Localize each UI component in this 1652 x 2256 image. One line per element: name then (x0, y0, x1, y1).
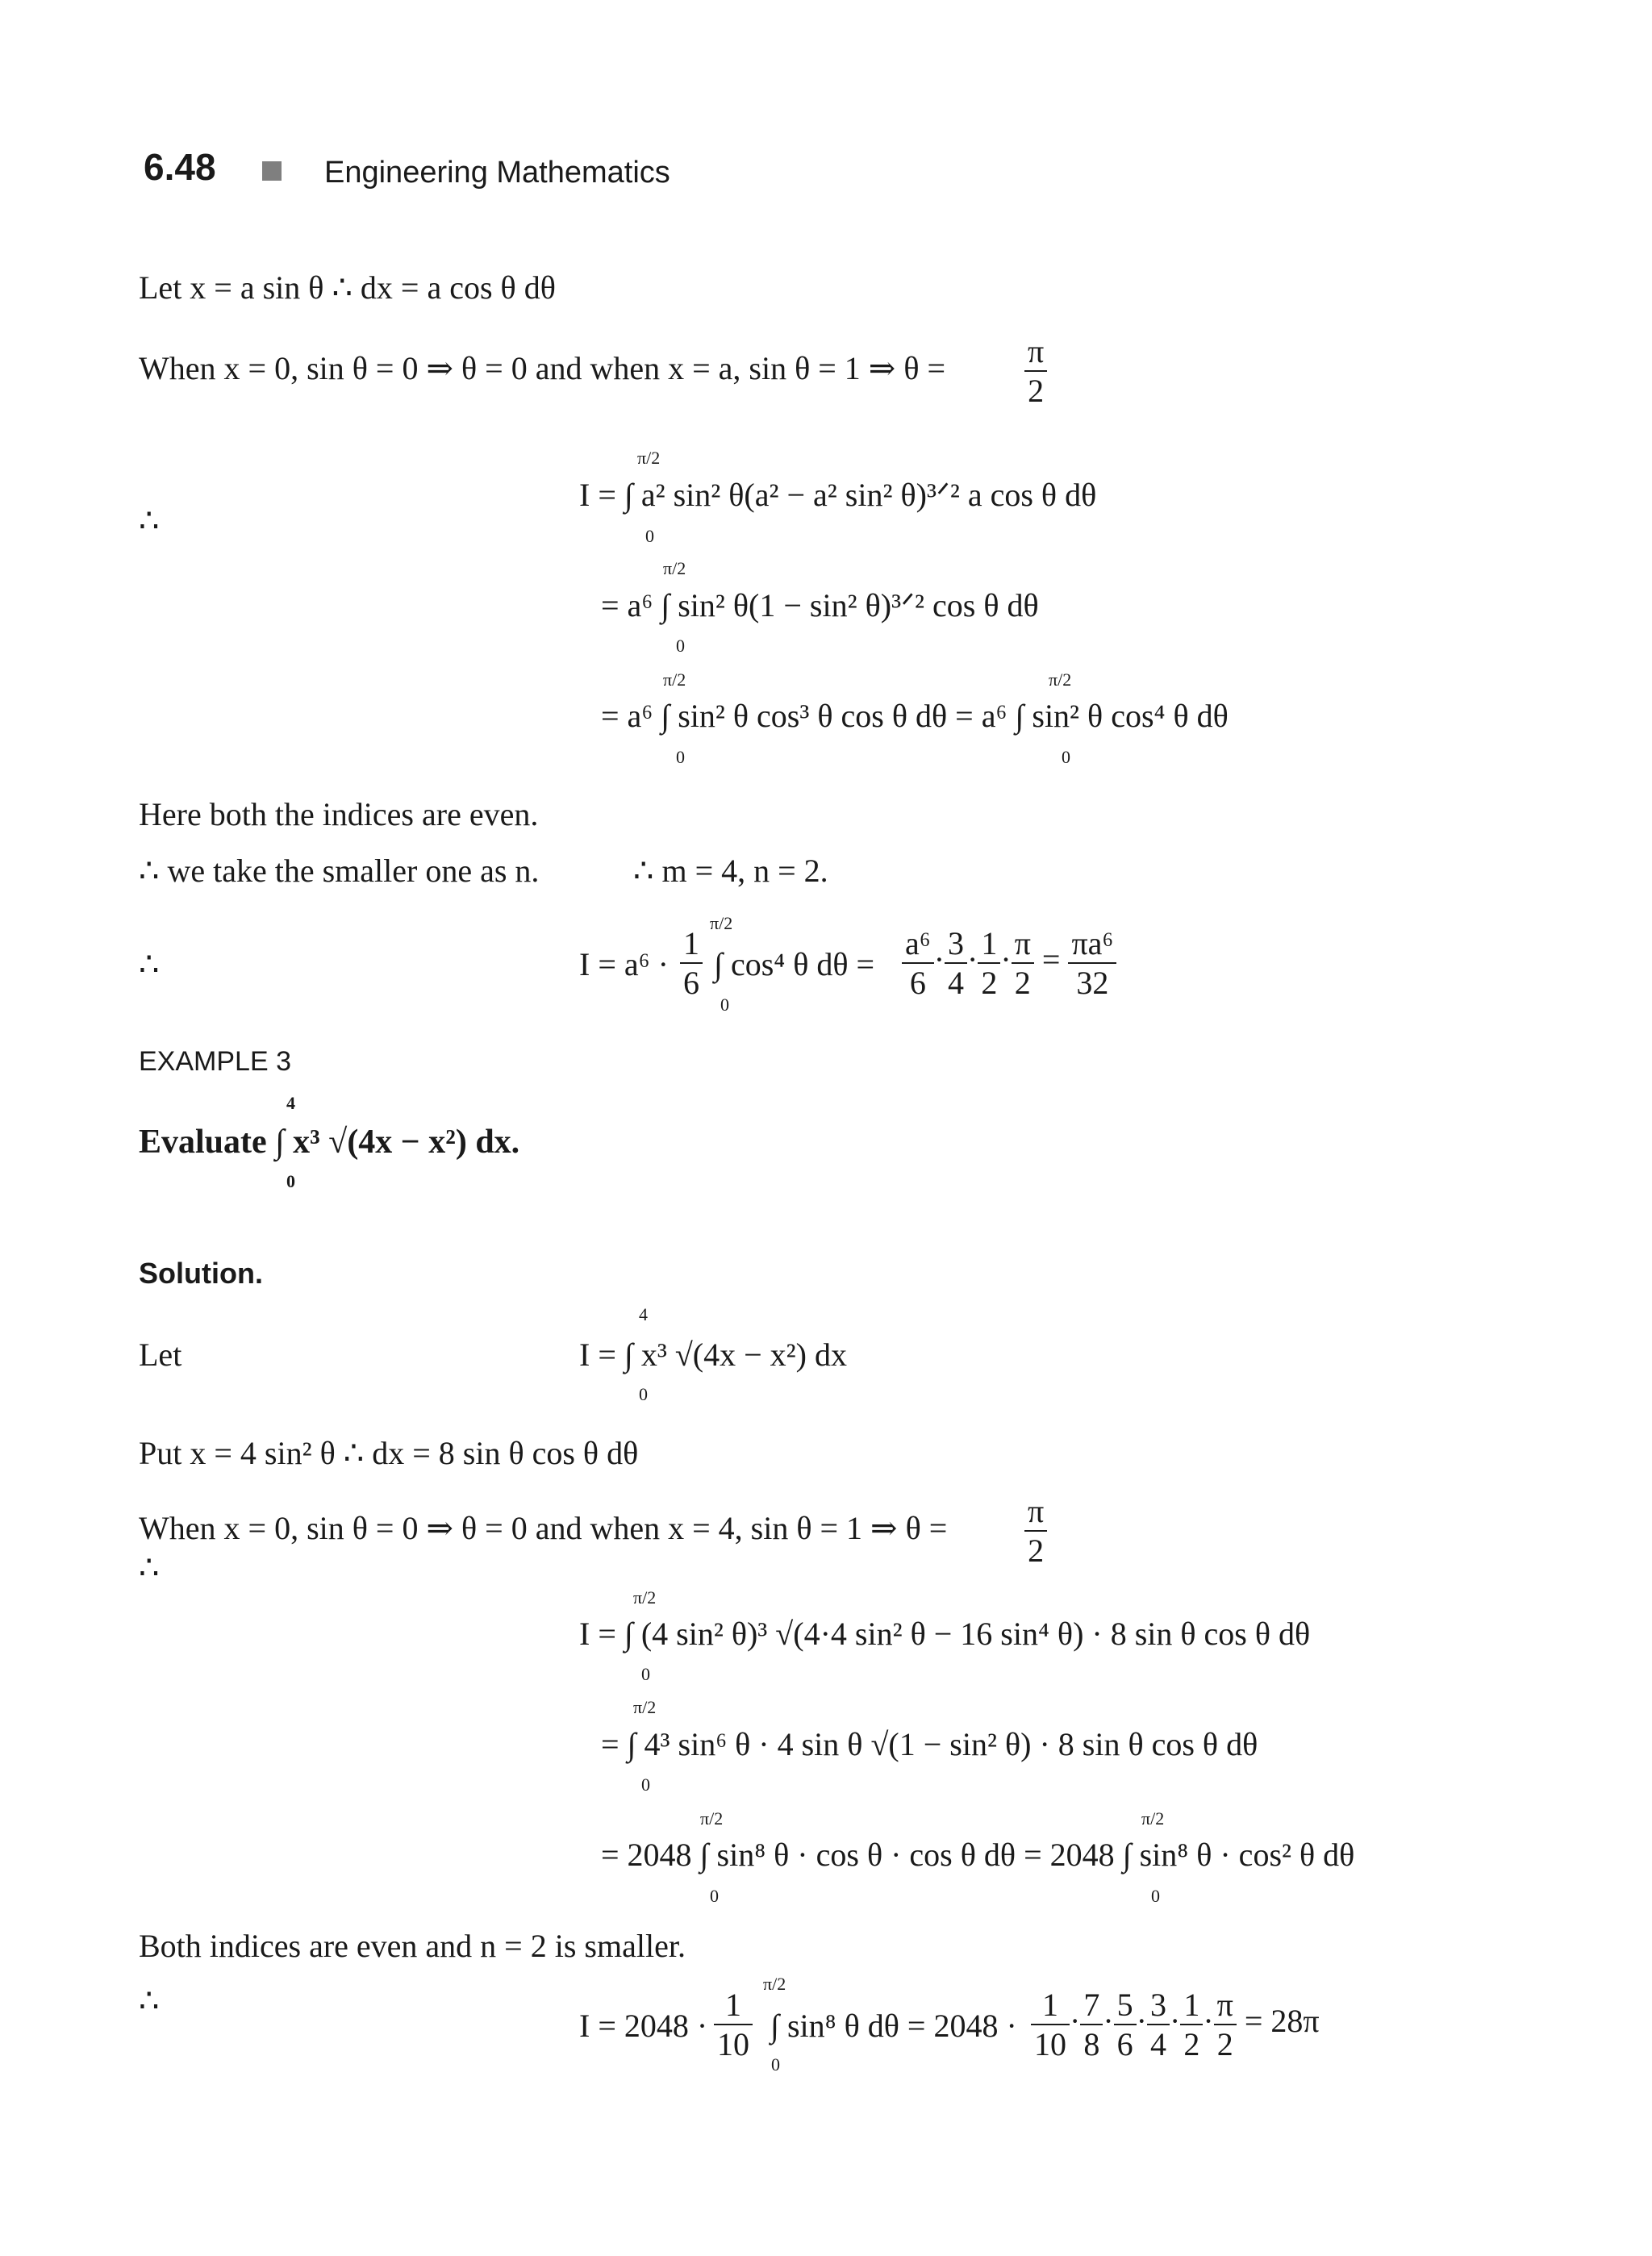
paragraph-text: Here both the indices are even. (139, 796, 539, 832)
solution-label: Solution. (139, 1257, 263, 1290)
fraction: $\frac{1}{6}$ (680, 924, 703, 1002)
integral-upper-limit: π/2 (663, 558, 686, 578)
fraction: $\frac{1}{2}$ (978, 924, 1000, 1002)
equation-7: = ∫ 4³ sin⁶ θ · 4 sin θ √(1 − sin² θ) · 8 sin θ cos θ dθ (601, 1726, 1258, 1762)
integral-lower-limit: 0 (676, 636, 685, 656)
therefore-symbol: ∴ (139, 946, 160, 982)
integral-upper-limit: π/2 (633, 1587, 657, 1608)
integral-lower-limit: 0 (639, 1384, 648, 1404)
header-square-icon (262, 161, 282, 181)
integral-lower-limit: 0 (720, 995, 729, 1015)
integral-lower-limit: 0 (710, 1886, 719, 1906)
substitution-line: Let x = a sin θ ∴ dx = a cos θ dθ (139, 269, 556, 306)
equation-4-mid: ∫ cos⁴ θ dθ = (714, 946, 875, 982)
equation-8: = 2048 ∫ sin⁸ θ · cos θ · cos θ dθ = 2048 ∫ sin⁸ θ · cos² θ dθ (601, 1837, 1355, 1873)
limits-line: When x = 0, sin θ = 0 ⇒ θ = 0 and when x = 4, sin θ = 1 ⇒ θ = (139, 1510, 948, 1546)
integral-lower-limit: 0 (641, 1774, 650, 1795)
equation-1: I = ∫ a² sin² θ(a² − a² sin² θ)³ᐟ² a cos θ dθ (579, 477, 1097, 513)
book-title: Engineering Mathematics (324, 156, 670, 190)
limits-line: When x = 0, sin θ = 0 ⇒ θ = 0 and when x = a, sin θ = 1 ⇒ θ = (139, 350, 946, 386)
example-problem: Evaluate ∫ x³ √(4x − x²) dx. (139, 1124, 520, 1161)
paragraph-text: Both indices are even and n = 2 is smaller. (139, 1928, 686, 1964)
fraction-product: $\frac{\text{a⁶}}{6}$ · $\frac{3}{4}$ · $\frac{1}{2}$ · $\frac{\pi}{2}$ = $\frac{\text{πa⁶}}{32}$ (902, 924, 1116, 1002)
integral-upper-limit: π/2 (700, 1808, 724, 1829)
fraction: $\frac{\pi}{2}$ (1012, 924, 1034, 1002)
integral-lower-limit: 0 (1062, 747, 1070, 767)
fraction: $\frac{7}{8}$ (1080, 1986, 1103, 2063)
result-value: = 28π (1244, 2003, 1320, 2040)
equation-2: = a⁶ ∫ sin² θ(1 − sin² θ)³ᐟ² cos θ dθ (601, 587, 1039, 623)
limits-fraction: $\frac{\pi}{2}$ (1024, 1492, 1047, 1570)
paragraph-text: ∴ m = 4, n = 2. (633, 853, 828, 889)
page-number: 6.48 (144, 146, 216, 188)
integral-upper-limit: π/2 (637, 448, 661, 468)
integral-lower-limit: 0 (641, 1664, 650, 1684)
integral-lower-limit: 0 (676, 747, 685, 767)
integral-lower-limit: 0 (645, 526, 654, 546)
fraction: $\frac{\pi}{2}$ (1214, 1986, 1237, 2063)
integral-upper-limit: π/2 (763, 1974, 786, 1994)
equation-6: I = ∫ (4 sin² θ)³ √(4·4 sin² θ − 16 sin⁴ θ) · 8 sin θ cos θ dθ (579, 1616, 1311, 1652)
equation-3: = a⁶ ∫ sin² θ cos³ θ cos θ dθ = a⁶ ∫ sin² θ cos⁴ θ dθ (601, 698, 1229, 734)
integral-upper-limit: 4 (286, 1093, 295, 1113)
paragraph-text: ∴ we take the smaller one as n. (139, 853, 540, 889)
substitution-line: Put x = 4 sin² θ ∴ dx = 8 sin θ cos θ dθ (139, 1435, 639, 1471)
fraction: $\frac{1}{10}$ (714, 1986, 753, 2063)
integral-upper-limit: π/2 (633, 1697, 657, 1717)
fraction: $\frac{\text{a⁶}}{6}$ (902, 924, 934, 1002)
integral-upper-limit: π/2 (1141, 1808, 1165, 1829)
fraction: $\frac{1}{2}$ (1180, 1986, 1203, 2063)
equation-9-mid: ∫ sin⁸ θ dθ = 2048 · (770, 2008, 1017, 2044)
integral-upper-limit: 4 (639, 1304, 648, 1324)
fraction: $\frac{5}{6}$ (1114, 1986, 1137, 2063)
integral-upper-limit: π/2 (663, 669, 686, 690)
limits-fraction: $\frac{\pi}{2}$ (1024, 332, 1047, 410)
equation-5: I = ∫ x³ √(4x − x²) dx (579, 1337, 847, 1373)
example-label: EXAMPLE 3 (139, 1046, 291, 1077)
integral-upper-limit: π/2 (710, 913, 733, 933)
integral-lower-limit: 0 (286, 1171, 295, 1191)
therefore-symbol: ∴ (139, 1983, 160, 2019)
therefore-symbol: ∴ (139, 502, 160, 539)
result-fraction: $\frac{\text{πa⁶}}{32}$ (1068, 924, 1116, 1002)
fraction: $\frac{3}{4}$ (945, 924, 967, 1002)
fraction-product: $\frac{1}{10}$ · $\frac{7}{8}$ · $\frac{5}{6}$ · $\frac{3}{4}$ · $\frac{1}{2}$ · $\frac{\pi}{2}$ = 28π (1031, 1986, 1320, 2063)
equation-4-left: I = a⁶ · (579, 946, 669, 982)
fraction: $\frac{3}{4}$ (1147, 1986, 1170, 2063)
equation-9-left: I = 2048 · (579, 2008, 708, 2044)
fraction: $\frac{1}{10}$ (1031, 1986, 1070, 2063)
therefore-symbol: ∴ (139, 1549, 160, 1586)
integral-lower-limit: 0 (1151, 1886, 1160, 1906)
paragraph-text: Let (139, 1337, 182, 1373)
integral-lower-limit: 0 (771, 2054, 780, 2075)
integral-upper-limit: π/2 (1049, 669, 1072, 690)
